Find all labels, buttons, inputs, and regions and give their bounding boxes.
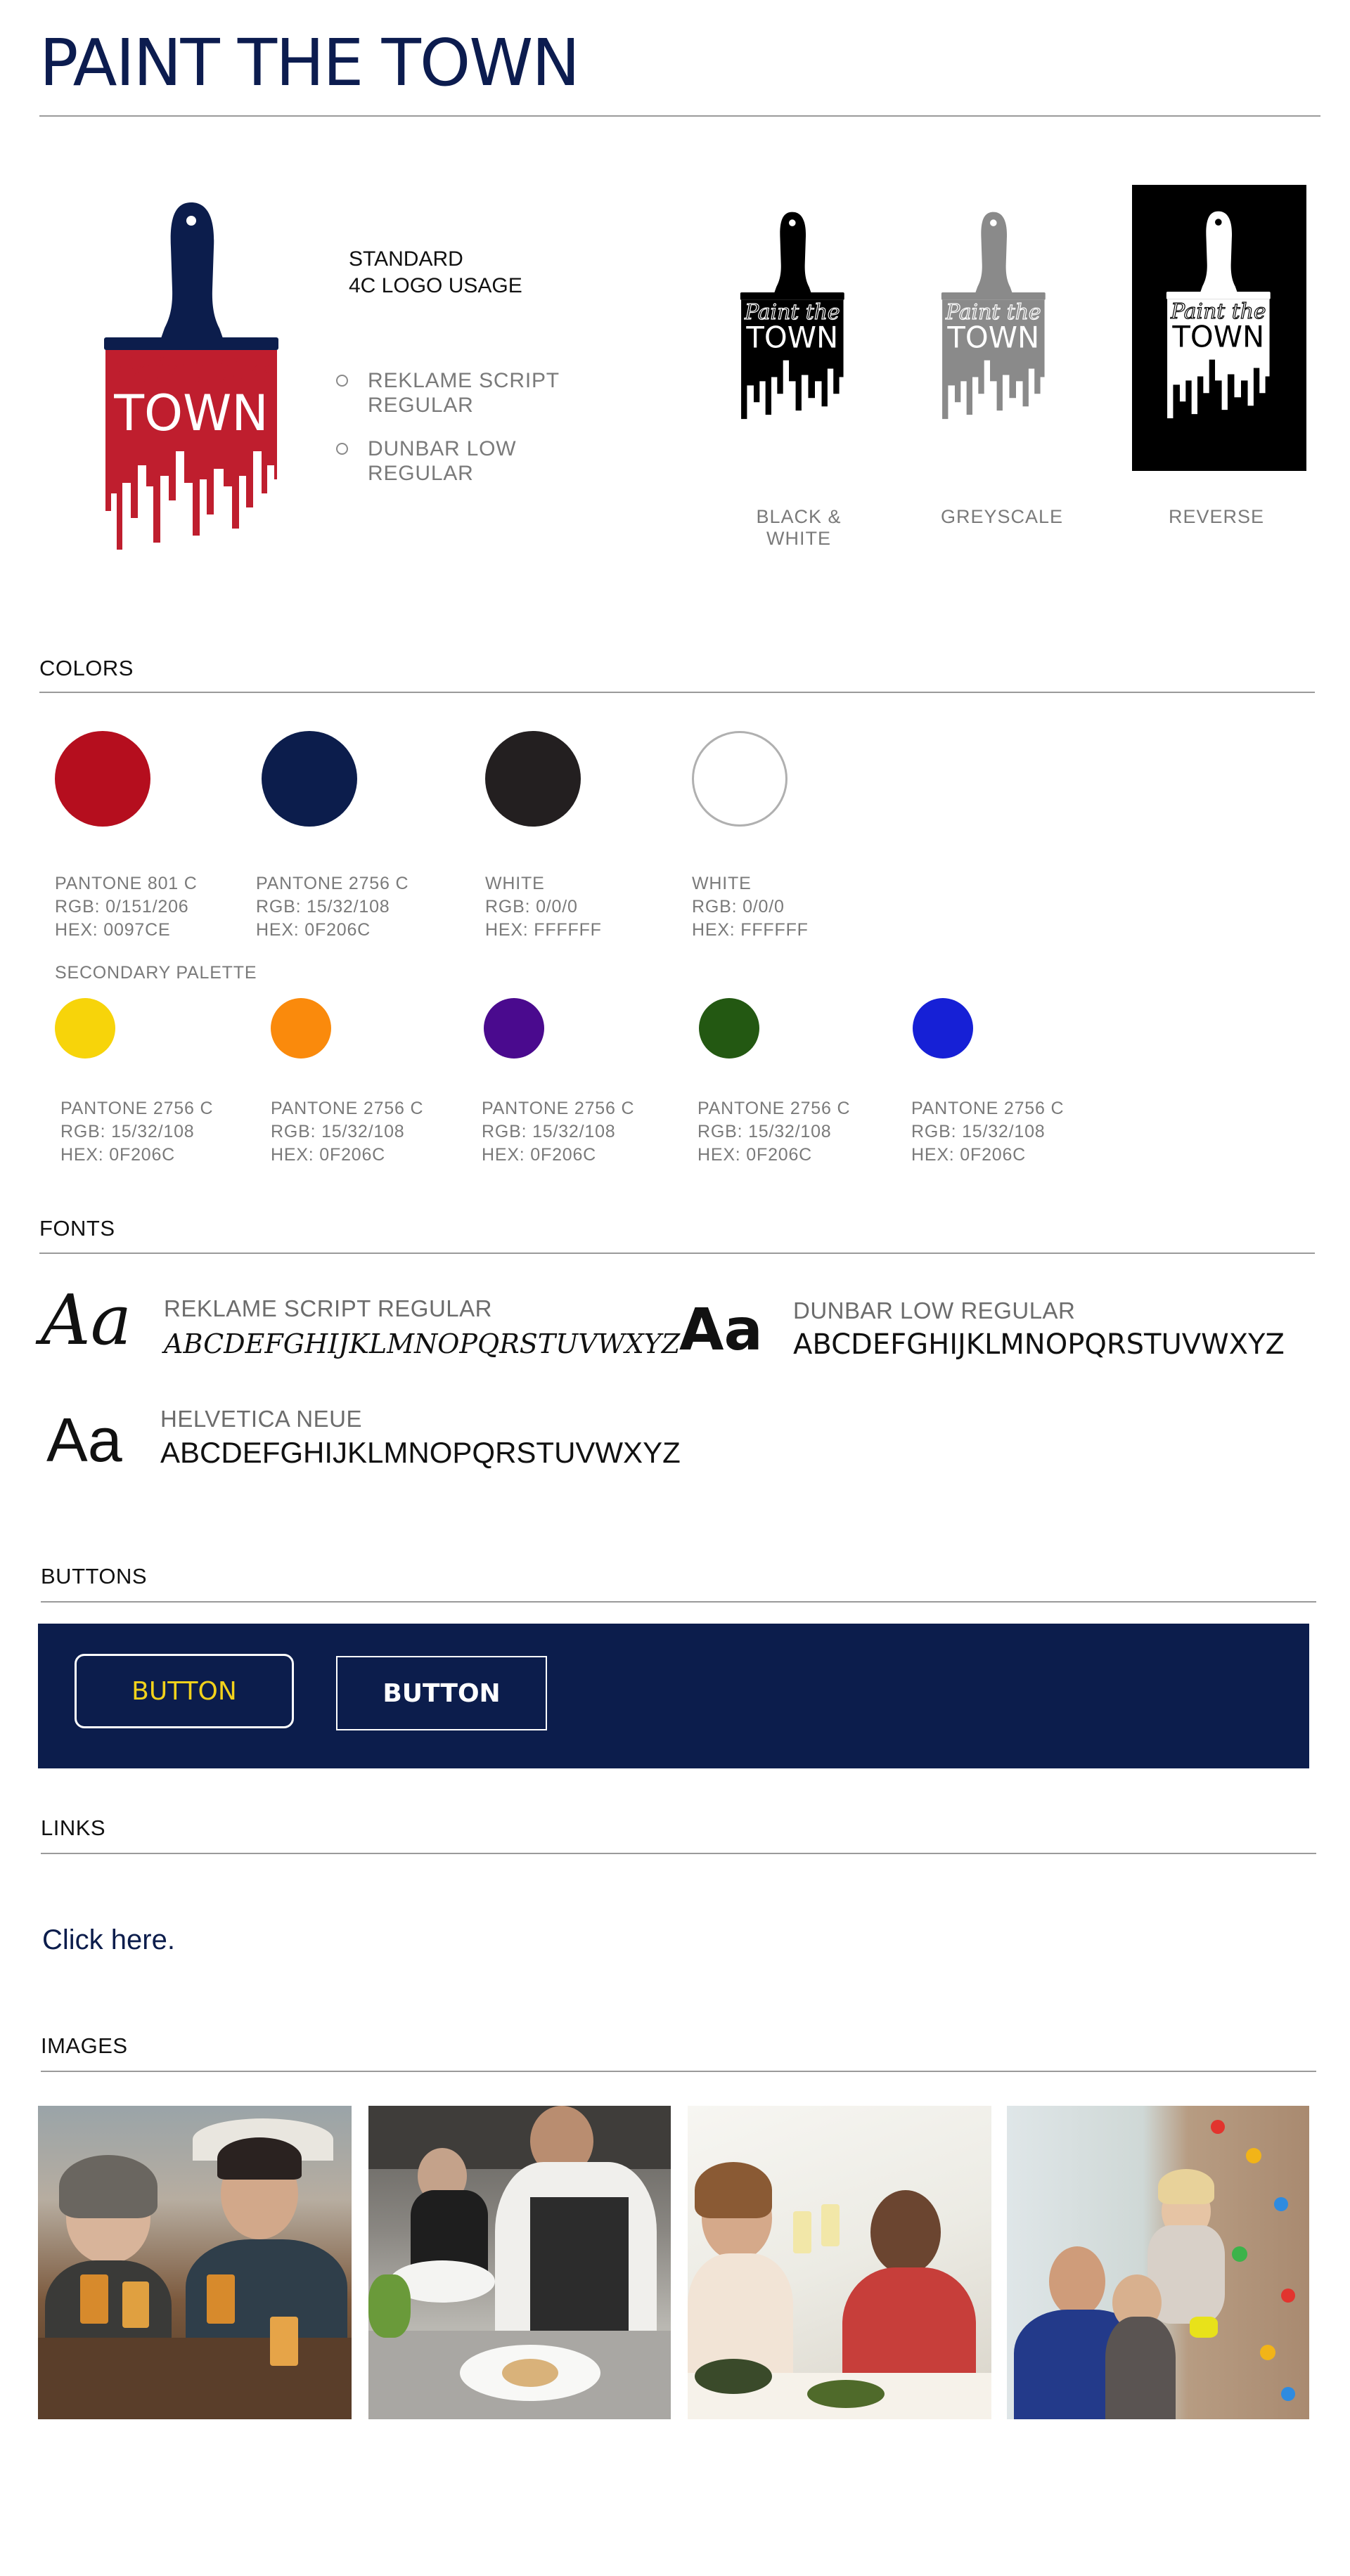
variant-label-reverse: REVERSE <box>1168 506 1265 527</box>
standard-logo <box>101 198 284 564</box>
images-heading: IMAGES <box>41 2033 128 2058</box>
dunbar-font-sample: Aa <box>679 1297 763 1364</box>
secondary-spec-4: PANTONE 2756 C RGB: 15/32/108 HEX: 0F206C <box>698 1099 851 1165</box>
secondary-palette-heading: SECONDARY PALETTE <box>55 963 257 983</box>
font-alphabet-helvetica: ABCDEFGHIJKLMNOPQRSTUVWXYZ <box>160 1436 681 1469</box>
swatch-primary-1 <box>55 731 150 827</box>
colors-divider <box>39 692 1315 693</box>
black-white-logo <box>737 209 849 427</box>
logo-word-text: TOWN <box>947 320 1040 355</box>
color-spec-1: PANTONE 801 C RGB: 0/151/206 HEX: 0097CE <box>55 874 198 940</box>
helvetica-font-sample: Aa <box>46 1405 122 1475</box>
swatch-secondary-1 <box>55 998 115 1059</box>
logo-script-text: Paint the <box>111 350 271 391</box>
colors-heading: COLORS <box>39 656 134 680</box>
sample-link[interactable]: Click here. <box>42 1924 175 1955</box>
bullet-icon <box>336 443 348 455</box>
page-title: PAINT THE TOWN <box>39 25 579 101</box>
secondary-spec-2: PANTONE 2756 C RGB: 15/32/108 HEX: 0F206C <box>271 1099 424 1165</box>
font-name-script: REKLAME SCRIPT REGULAR <box>164 1295 493 1321</box>
fonts-heading: FONTS <box>39 1216 115 1241</box>
buttons-heading: BUTTONS <box>41 1564 148 1588</box>
swatch-secondary-5 <box>913 998 973 1059</box>
reverse-logo <box>1163 209 1275 427</box>
images-divider <box>41 2071 1316 2072</box>
logo-script-text: Paint the <box>946 300 1041 325</box>
logo-script-text: Paint the <box>1171 299 1266 325</box>
color-spec-3: WHITE RGB: 0/0/0 HEX: FFFFFF <box>485 874 602 940</box>
script-font-sample: Aa <box>41 1281 132 1361</box>
swatch-secondary-2 <box>271 998 331 1059</box>
logo-word-text: TOWN <box>746 320 839 355</box>
color-spec-2: PANTONE 2756 C RGB: 15/32/108 HEX: 0F206C <box>256 874 409 940</box>
swatch-secondary-4 <box>699 998 759 1059</box>
reverse-logo-panel <box>1132 185 1306 471</box>
buttons-panel <box>38 1624 1309 1768</box>
greyscale-logo <box>938 209 1050 427</box>
bullet-icon <box>336 375 348 387</box>
image-chefs-kitchen <box>368 2106 671 2419</box>
logo-usage-title: STANDARD 4C LOGO USAGE <box>349 247 522 297</box>
secondary-spec-5: PANTONE 2756 C RGB: 15/32/108 HEX: 0F206C <box>911 1099 1065 1165</box>
logo-word-text: TOWN <box>114 384 269 442</box>
font-alphabet-script: ABCDEFGHIJKLMNOPQRSTUVWXYZ <box>164 1328 681 1359</box>
font-name-helvetica: HELVETICA NEUE <box>160 1406 362 1432</box>
logo-word-text: TOWN <box>1172 319 1265 354</box>
variant-label-bw: BLACK & WHITE <box>756 506 842 549</box>
image-friends-toasting <box>38 2106 352 2419</box>
links-divider <box>41 1853 1316 1854</box>
links-heading: LINKS <box>41 1816 106 1840</box>
swatch-primary-2 <box>262 731 357 827</box>
secondary-spec-1: PANTONE 2756 C RGB: 15/32/108 HEX: 0F206C <box>60 1099 214 1165</box>
swatch-primary-3 <box>485 731 581 827</box>
header-divider <box>39 115 1320 117</box>
swatch-primary-4 <box>692 731 788 827</box>
font-alphabet-dunbar: ABCDEFGHIJKLMNOPQRSTUVWXYZ <box>793 1328 1285 1361</box>
logo-font-2: DUNBAR LOW REGULAR <box>368 437 517 485</box>
logo-script-text: Paint the <box>745 300 840 325</box>
image-couple-toasting <box>688 2106 991 2419</box>
secondary-button[interactable]: BUTTON <box>336 1656 547 1730</box>
color-spec-4: WHITE RGB: 0/0/0 HEX: FFFFFF <box>692 874 809 940</box>
buttons-divider <box>41 1601 1316 1603</box>
font-name-dunbar: DUNBAR LOW REGULAR <box>793 1297 1076 1323</box>
secondary-spec-3: PANTONE 2756 C RGB: 15/32/108 HEX: 0F206C <box>482 1099 635 1165</box>
fonts-divider <box>39 1253 1315 1254</box>
image-family-climbing <box>1007 2106 1309 2419</box>
swatch-secondary-3 <box>484 998 544 1059</box>
logo-font-1: REKLAME SCRIPT REGULAR <box>368 369 560 417</box>
primary-button[interactable]: BUTTON <box>75 1654 294 1728</box>
variant-label-greyscale: GREYSCALE <box>940 506 1064 527</box>
